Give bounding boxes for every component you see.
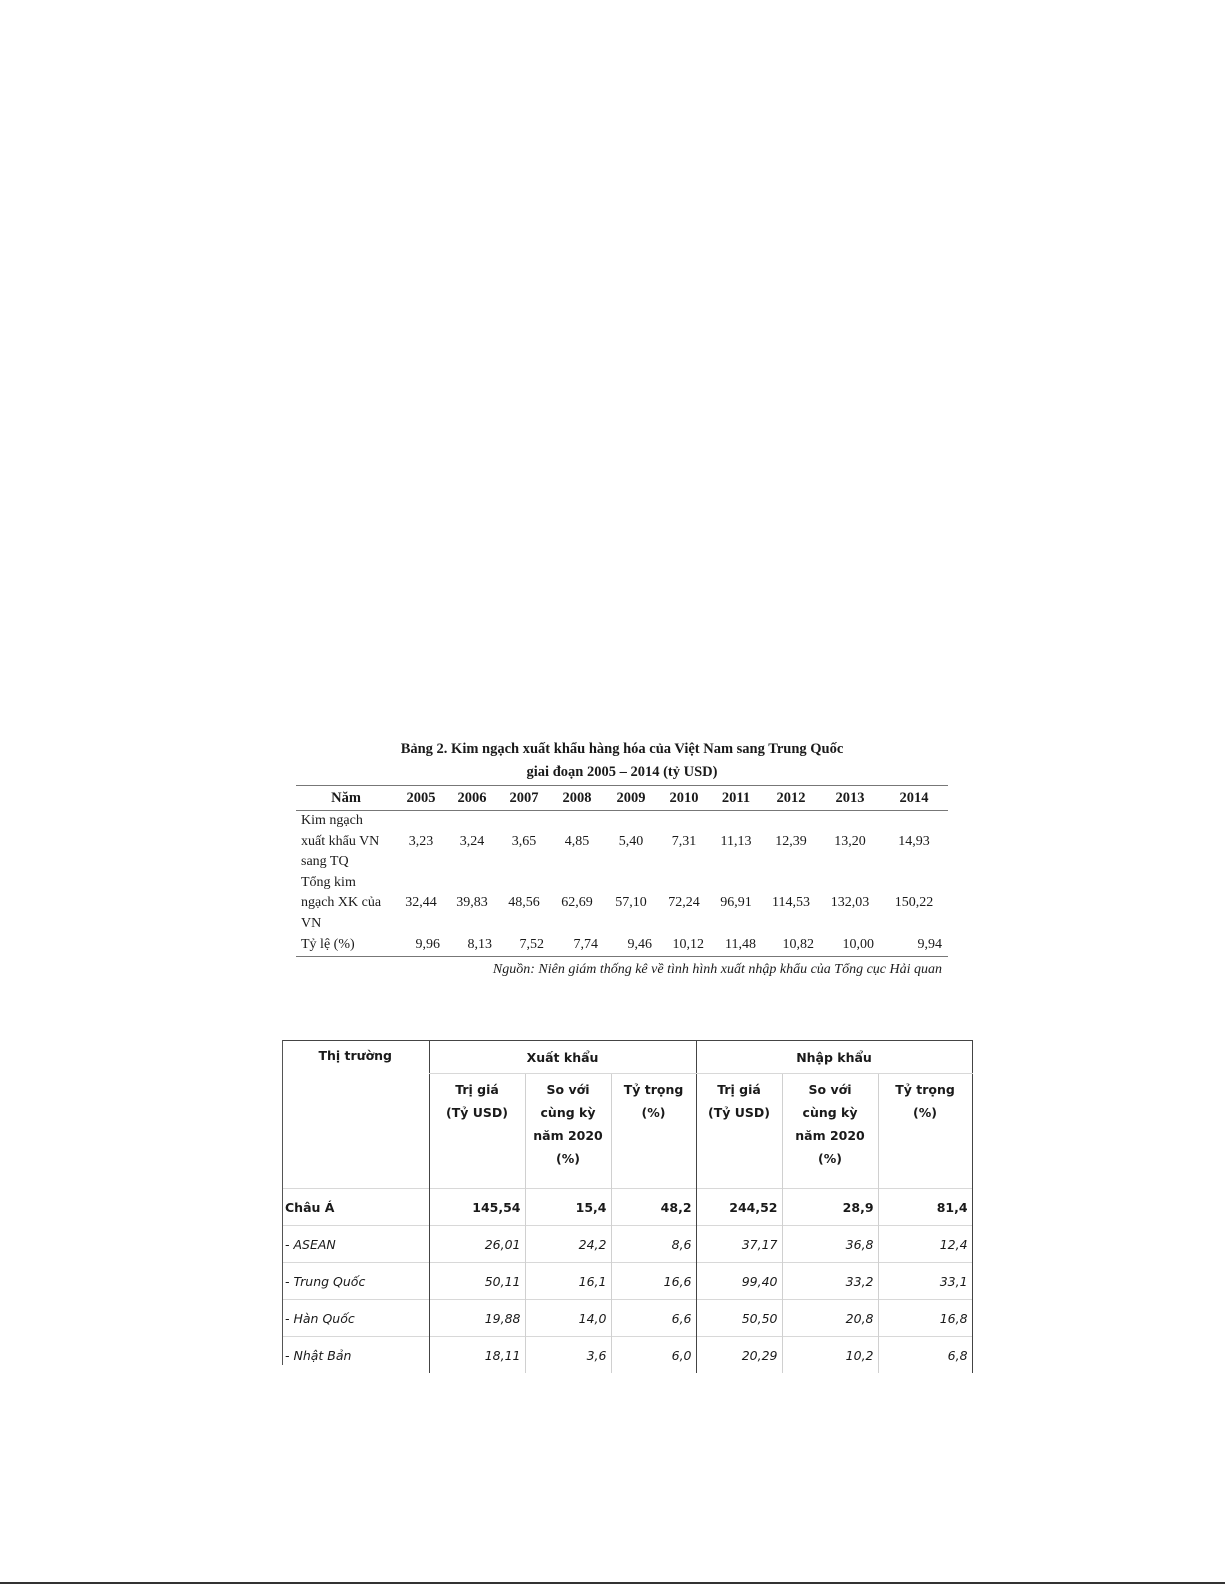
row-label-line: sang TQ [301,854,349,869]
header-year: 2006 [446,786,498,811]
table-cell: 10,00 [820,934,880,957]
table-row [296,873,948,935]
table-cell: 6,6 [611,1300,696,1337]
table-cell: 4,85 [564,833,590,849]
market-table [282,1040,973,1373]
table-cell: 10,82 [762,934,820,957]
table-cell: 99,40 [696,1263,782,1300]
row-label-line: xuất khẩu VN [301,833,380,849]
row-label-line: VN [301,915,322,931]
table-row [282,1337,972,1374]
table-cell: 24,2 [525,1226,611,1263]
subheader-export-compare [525,1074,611,1189]
subheader-import-compare [782,1074,878,1189]
table-cell: 7,52 [498,934,550,957]
table-row [296,934,948,957]
market-name: - Nhật Bản [282,1337,429,1374]
header-year: 2014 [880,786,948,811]
row-label-line: Kim ngạch [301,813,363,828]
table-cell: 37,17 [696,1226,782,1263]
table-cell: 6,0 [611,1337,696,1374]
table-cell: 20,29 [696,1337,782,1374]
table-cell: 145,54 [429,1189,525,1226]
header-year: 2005 [396,786,446,811]
table-cell: 8,6 [611,1226,696,1263]
market-trade-table [282,1040,972,1373]
table-cell: 18,11 [429,1337,525,1374]
market-name: Châu Á [282,1189,429,1226]
table-cell: 244,52 [696,1189,782,1226]
export-table [296,785,948,957]
subheader-line: Trị giá [717,1082,761,1097]
subheader-line: Trị giá [455,1082,499,1097]
subheader-line: So với [546,1082,590,1097]
table-cell: 14,93 [898,833,930,849]
table-cell: 16,8 [878,1300,972,1337]
table-title [296,738,948,784]
header-year-label: Năm [296,786,396,811]
table-cell: 16,6 [611,1263,696,1300]
row-label-line: ngạch XK của [301,895,382,910]
table-cell: 7,31 [671,833,697,849]
table-cell: 33,1 [878,1263,972,1300]
table-header-row [296,786,948,811]
table-cell: 3,6 [525,1337,611,1374]
header-year: 2007 [498,786,550,811]
table-cell: 9,94 [880,934,948,957]
subheader-export-value [429,1074,525,1189]
table-source-note: Nguồn: Niên giám thống kê về tình hình xuất nhập khẩu của Tổng cục Hải quan [492,962,942,977]
table-cell: 62,69 [561,895,593,911]
subheader-line: cùng kỳ [802,1105,858,1120]
subheader-import-value [696,1074,782,1189]
table-row [282,1226,972,1263]
table-cell: 7,74 [550,934,604,957]
table-left-border [282,1040,283,1365]
table-cell: 9,96 [396,934,446,957]
table-title-line-2: giai đoạn 2005 – 2014 (tỷ USD) [526,764,718,780]
table-cell: 50,50 [696,1300,782,1337]
header-export: Xuất khẩu [429,1041,696,1074]
subheader-line: So với [808,1082,852,1097]
table-cell: 72,24 [668,895,700,911]
row-label: Tỷ lệ (%) [296,934,396,957]
table-cell: 3,24 [459,833,485,849]
market-name: - Hàn Quốc [282,1300,429,1337]
table-cell: 81,4 [878,1189,972,1226]
page-bottom-border [0,1582,1225,1584]
subheader-line: (Tỷ USD) [708,1105,770,1120]
subheader-line: (Tỷ USD) [446,1105,508,1120]
table-cell: 12,4 [878,1226,972,1263]
table-cell: 3,65 [511,833,537,849]
table-cell: 12,39 [775,833,807,849]
header-year: 2010 [658,786,710,811]
table-cell: 14,0 [525,1300,611,1337]
header-import: Nhập khẩu [696,1041,972,1074]
table-cell: 9,46 [604,934,658,957]
table-cell: 6,8 [878,1337,972,1374]
subheader-line: (%) [556,1151,580,1166]
subheader-line: năm 2020 [795,1128,865,1143]
header-year: 2013 [820,786,880,811]
table-cell: 8,13 [446,934,498,957]
subheader-export-share [611,1074,696,1189]
table-cell: 132,03 [830,895,870,911]
table-cell: 96,91 [720,895,752,911]
table-cell: 3,23 [408,833,434,849]
subheader-line: (%) [641,1105,666,1120]
table-cell: 19,88 [429,1300,525,1337]
subheader-line: cùng kỳ [540,1105,596,1120]
row-label-line: Tổng kim [301,874,356,890]
table-cell: 36,8 [782,1226,878,1263]
subheader-line: Tỷ trọng [895,1082,955,1097]
subheader-line: năm 2020 [533,1128,603,1143]
row-label [296,811,396,873]
table-row [282,1189,972,1226]
header-year: 2009 [604,786,658,811]
table-cell: 48,56 [508,895,540,911]
subheader-line: Tỷ trọng [623,1082,684,1097]
header-year: 2008 [550,786,604,811]
table-row [282,1300,972,1337]
table-cell: 28,9 [782,1189,878,1226]
table-cell: 48,2 [611,1189,696,1226]
subheader-line: (%) [913,1105,937,1120]
table-header-row [282,1041,972,1074]
header-year: 2012 [762,786,820,811]
table-cell: 114,53 [772,895,810,911]
table-cell: 26,01 [429,1226,525,1263]
table-cell: 50,11 [429,1263,525,1300]
header-market: Thị trường [282,1041,429,1189]
table-cell: 150,22 [894,895,934,911]
table-cell: 33,2 [782,1263,878,1300]
table-cell: 11,48 [710,934,762,957]
table-cell: 16,1 [525,1263,611,1300]
table-cell: 20,8 [782,1300,878,1337]
table-row [296,811,948,873]
table-cell: 15,4 [525,1189,611,1226]
table-cell: 13,20 [834,833,866,849]
table-cell: 39,83 [456,895,488,911]
table-cell: 10,12 [658,934,710,957]
market-name: - Trung Quốc [282,1263,429,1300]
table-cell: 57,10 [615,895,647,911]
row-label [296,873,396,935]
subheader-line: (%) [818,1151,842,1166]
table-cell: 11,13 [720,833,752,849]
table-cell: 32,44 [405,895,437,911]
table-title-line-1: Bảng 2. Kim ngạch xuất khẩu hàng hóa của Việt Nam sang Trung Quốc [400,741,844,757]
table-row [282,1263,972,1300]
table-cell: 10,2 [782,1337,878,1374]
header-year: 2011 [710,786,762,811]
subheader-import-share [878,1074,972,1189]
export-table-2005-2014 [296,738,948,978]
table-cell: 5,40 [618,833,644,849]
market-name: - ASEAN [282,1226,429,1263]
